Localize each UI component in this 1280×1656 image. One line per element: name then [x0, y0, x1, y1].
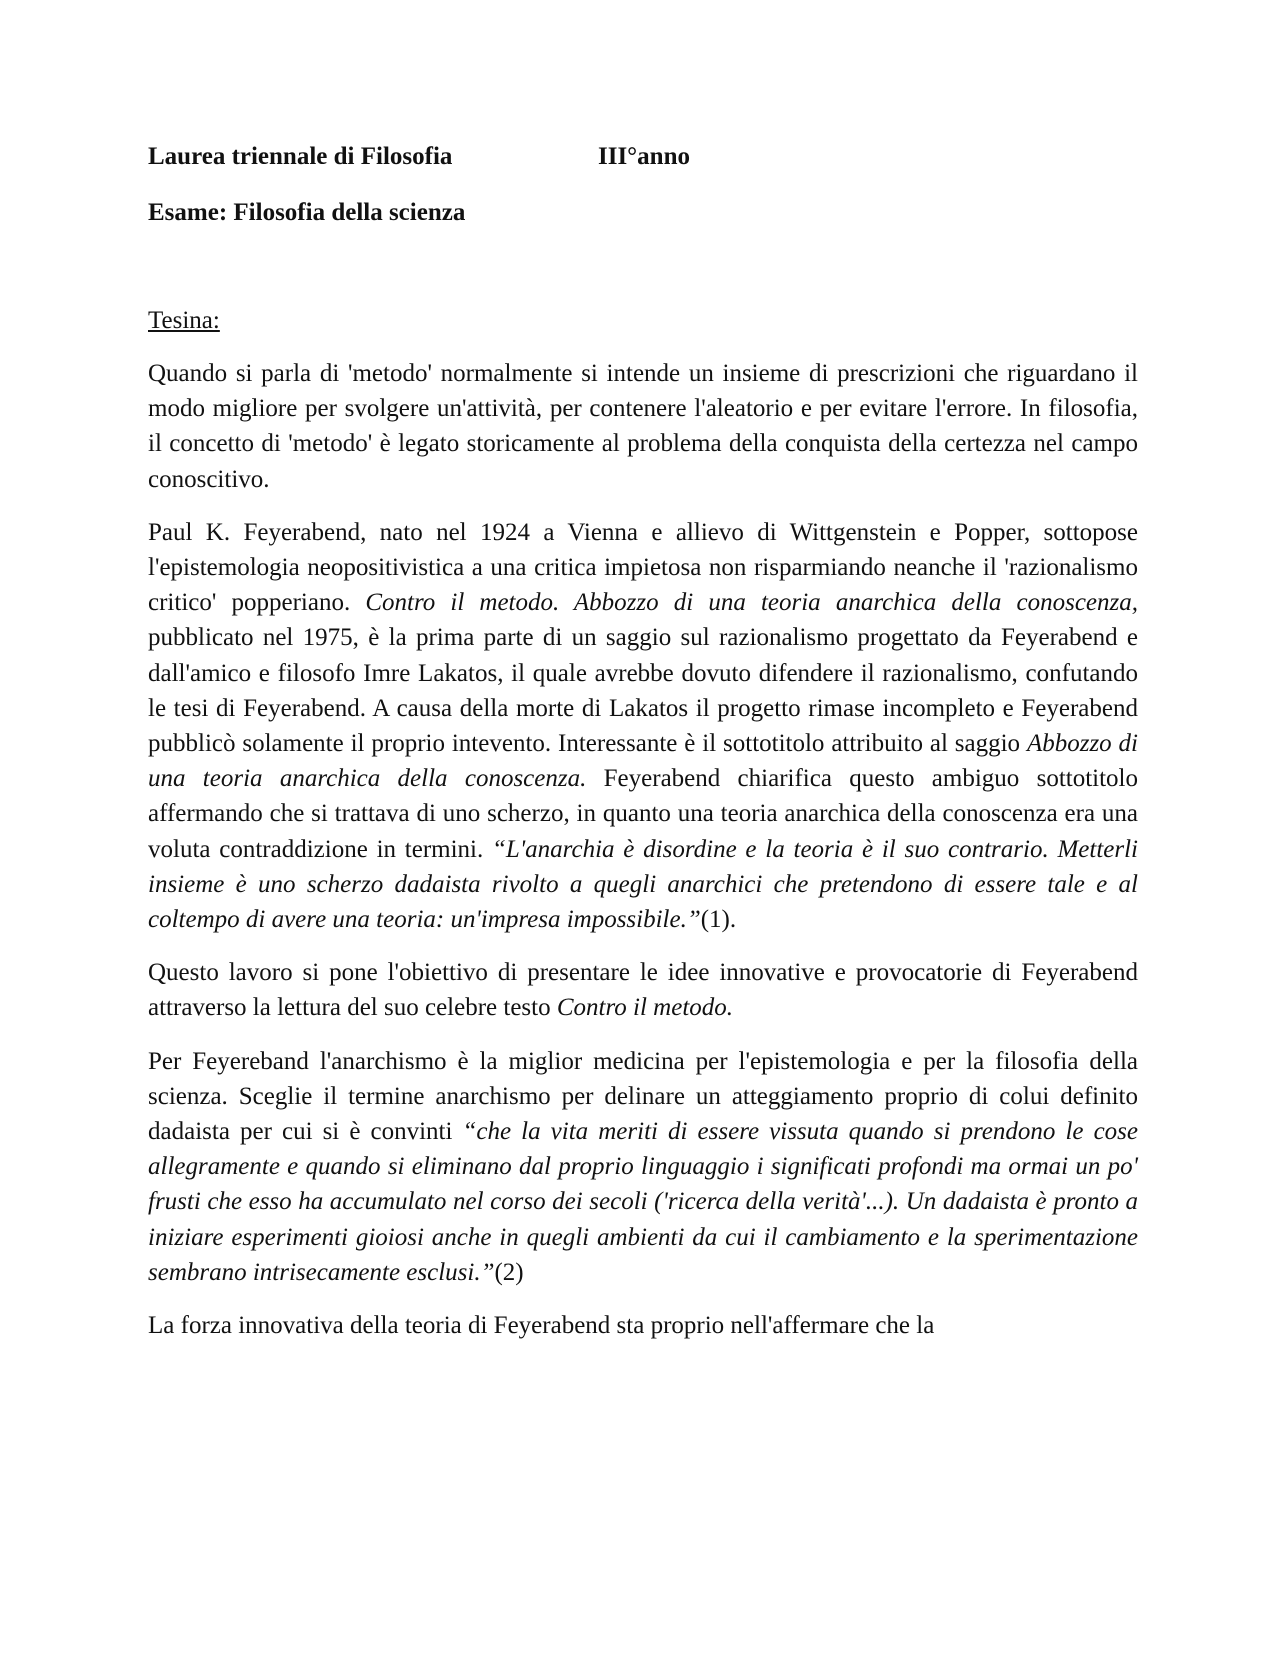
course-year: III°anno: [598, 143, 690, 170]
paragraph-2-footnote-ref: (1).: [700, 906, 737, 934]
paragraph-5-text: La forza innovativa della teoria di Feyerabend sta proprio nell'affermare che la: [148, 1312, 935, 1340]
paragraph-4-text-a: Per Feyereband l'anarchismo è la miglior medicina per l'epistemologia e per la filosofia della scienza. Sceglie il termine anarchismo per delinare un atteggiamento proprio di colui definito dadaista per cui si è convinti: [148, 1047, 1138, 1146]
paragraph-2: [148, 515, 1138, 937]
paragraph-5: [148, 1308, 1138, 1343]
section-label: Tesina:: [148, 307, 220, 334]
exam-title: Esame: Filosofia della scienza: [148, 199, 466, 226]
paragraph-2-subtitle: Abbozzo di una teoria anarchica della conoscenza.: [148, 730, 1138, 793]
paragraph-1: [148, 356, 1138, 497]
paragraph-2-text-c: pubblicato nel 1975, è la prima parte di un saggio sul razionalismo progettato da Feyerabend e dall'amico e filosofo Imre Lakatos, il quale avrebbe dovuto difendere il razionalismo, confutando le tesi di Feyerabend. A causa della morte di Lakatos il progetto rimase incompleto e Feyerabend pubblicò solamente il proprio intevento. Interessante è il sottotitolo attribuito al saggio: [148, 624, 1138, 758]
paragraph-3-book-title: Contro il metodo.: [556, 994, 734, 1022]
paragraph-2-quote: “L'anarchia è disordine e la teoria è il suo contrario. Metterli insieme è uno scherzo dadaista rivolto a quegli anarchici che pretendono di essere tale e al coltempo di avere una teoria: un'impresa impossibile.”: [148, 835, 1138, 934]
header-course-line: [148, 140, 1138, 174]
paragraph-1-text: Quando si parla di 'metodo' normalmente si intende un insieme di prescrizioni che riguardano il modo migliore per svolgere un'attività, per contenere l'aleatorio e per evitare l'errore. In filosofia, il concetto di 'metodo' è legato storicamente al problema della conquista della certezza nel campo conoscitivo.: [148, 360, 1138, 493]
paragraph-3-text-a: Questo lavoro si pone l'obiettivo di presentare le idee innovative e provocatorie di Feyerabend attraverso la lettura del suo celebre testo: [148, 959, 1138, 1022]
paragraph-3: [148, 955, 1138, 1025]
document-page: [148, 140, 1138, 1343]
paragraph-2-text-a: Paul K. Feyerabend, nato nel 1924 a Vienna e allievo di Wittgenstein e Popper, sottopose l'epistemologia neopositivistica a una critica impietosa non risparmiando neanche il 'razionalismo critico' popperiano.: [148, 518, 1138, 617]
paragraph-4-footnote-ref: (2): [494, 1258, 524, 1286]
course-title: Laurea triennale di Filosofia: [148, 143, 453, 170]
paragraph-4: [148, 1044, 1138, 1290]
paragraph-2-text-e: Feyerabend chiarifica questo ambiguo sottotitolo affermando che si trattava di uno scherzo, in quanto una teoria anarchica della conoscenza era una voluta contraddizione in termini.: [148, 765, 1138, 863]
paragraph-2-book-title: Contro il metodo. Abbozzo di una teoria anarchica della conoscenza,: [365, 589, 1138, 617]
paragraph-4-quote: “che la vita meriti di essere vissuta quando si prendono le cose allegramente e quando si eliminano dal proprio linguaggio i significati profondi ma ormai un po' frusti che esso ha accumulato nel corso dei secoli ('ricerca della verità'...). Un dadaista è pronto a iniziare esperimenti gioiosi anche in quegli ambienti da cui il cambiamento e la sperimentazione sembrano intrisecamente esclusi.”: [148, 1118, 1138, 1286]
